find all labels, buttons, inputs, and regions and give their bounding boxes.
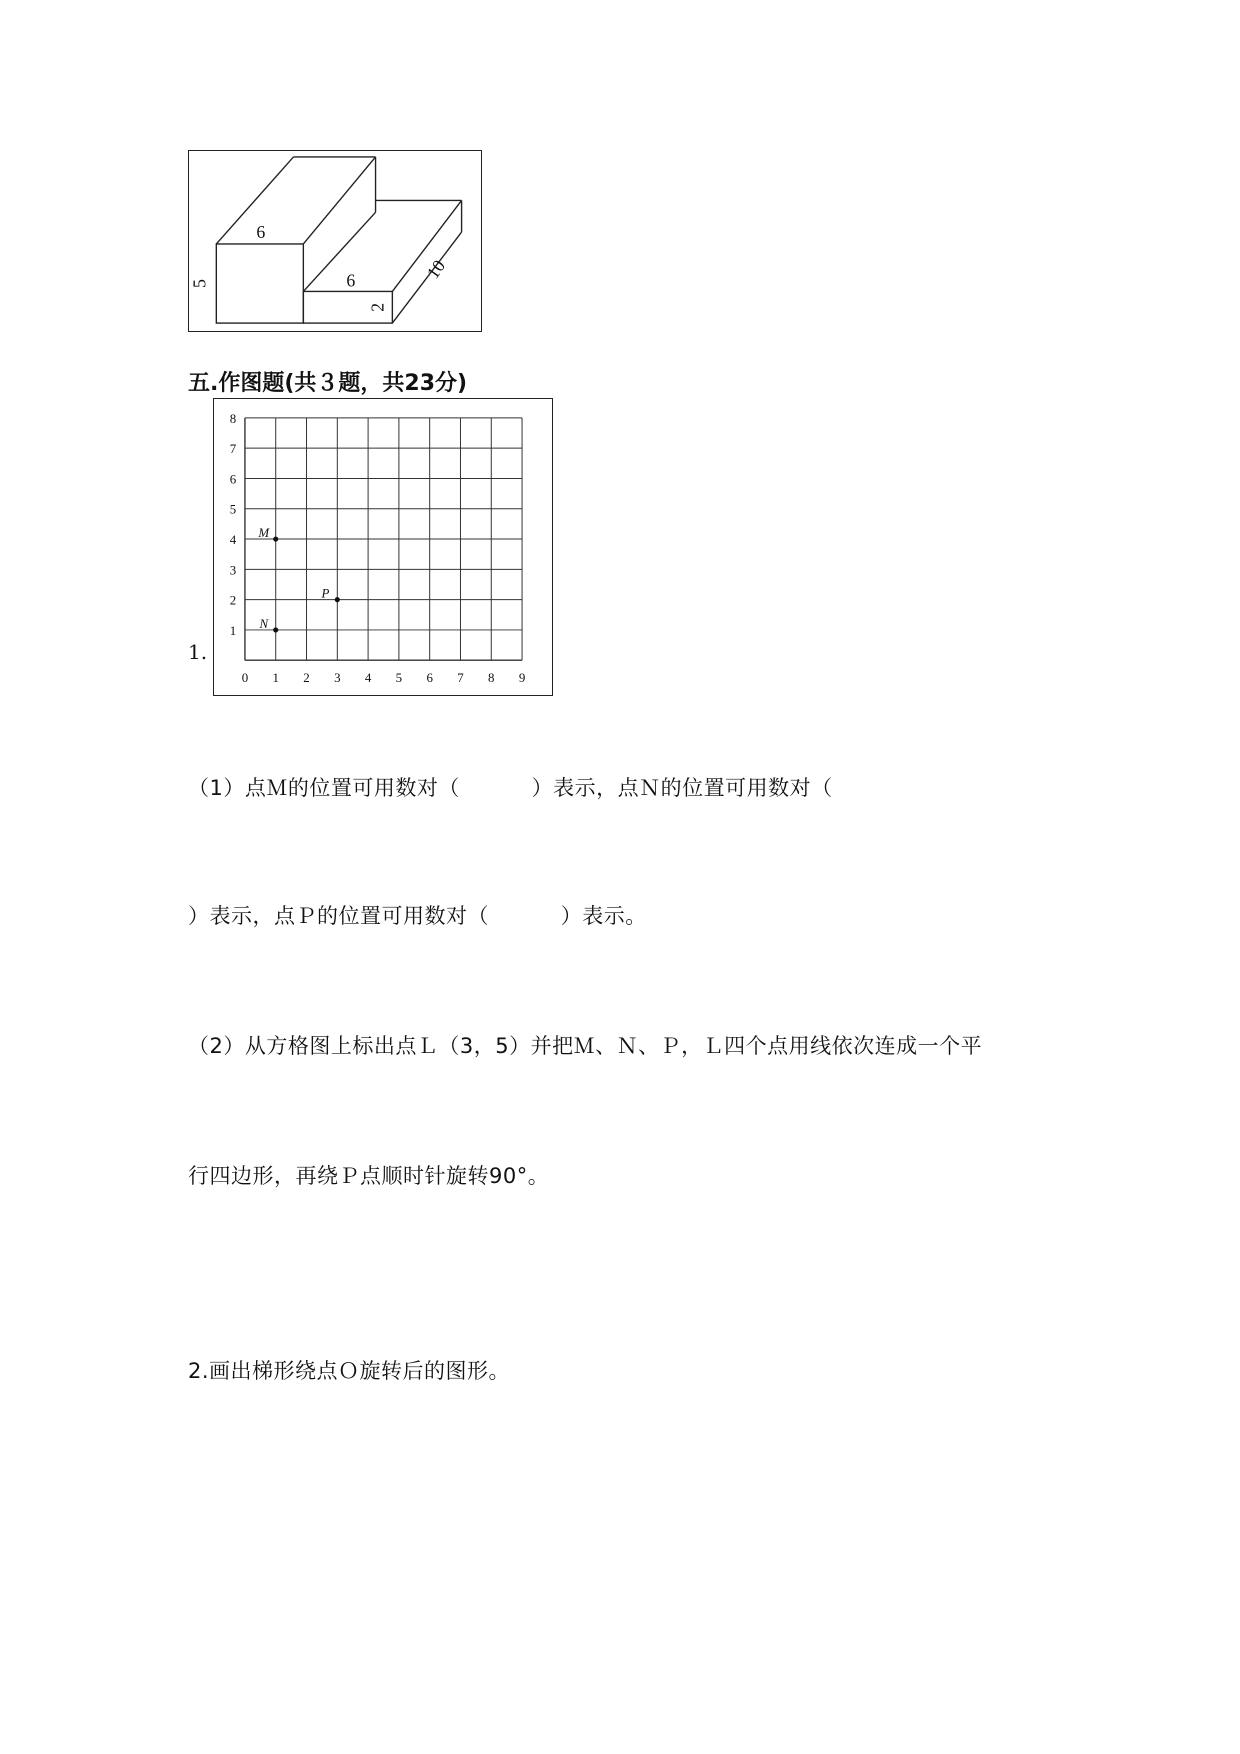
point-m [273, 536, 278, 541]
label-step-width: 6 [346, 270, 356, 291]
x-tick-label: 4 [364, 670, 372, 686]
point-n [273, 627, 278, 632]
x-tick-label: 9 [518, 670, 526, 686]
x-tick-label: 3 [334, 670, 341, 686]
x-tick-label: 5 [395, 670, 403, 686]
question-2-text: 2.画出梯形绕点Ｏ旋转后的图形。 [188, 1359, 511, 1383]
y-tick-label: 4 [229, 532, 237, 548]
q1-part2-line1: （2）从方格图上标出点Ｌ（3，5）并把Ｍ、Ｎ、Ｐ，Ｌ四个点用线依次连成一个平 [188, 1034, 983, 1058]
x-tick-label: 8 [488, 670, 495, 686]
x-tick-label: 7 [457, 670, 464, 686]
point-label-p: P [321, 585, 330, 601]
coordinate-grid-figure [213, 398, 553, 696]
point-p [335, 597, 340, 602]
q1-part1-line2: ）表示，点Ｐ的位置可用数对（ ）表示。 [188, 904, 647, 928]
label-step-height: 2 [367, 302, 388, 312]
composite-solid-diagram [189, 151, 481, 331]
point-label-n: N [259, 615, 269, 631]
q1-part1-line1: （1）点Ｍ的位置可用数对（ ）表示，点Ｎ的位置可用数对（ [188, 776, 833, 800]
coordinate-grid [214, 399, 552, 695]
question-1-number: 1. [188, 640, 208, 664]
composite-solid-figure [188, 150, 482, 332]
y-tick-label: 6 [229, 471, 237, 487]
y-tick-label: 5 [229, 501, 237, 517]
label-top-width: 6 [256, 222, 266, 243]
q1-part2-line2: 行四边形，再绕Ｐ点顺时针旋转90°。 [188, 1164, 550, 1188]
label-left-height: 5 [189, 279, 210, 288]
section-title: 五.作图题(共３题，共23分) [188, 371, 468, 396]
x-tick-label: 0 [241, 670, 249, 686]
x-tick-label: 2 [303, 670, 310, 686]
y-tick-label: 1 [229, 622, 237, 638]
y-tick-label: 8 [229, 410, 237, 426]
y-tick-label: 3 [229, 562, 237, 578]
x-tick-label: 6 [426, 670, 433, 686]
x-tick-label: 1 [272, 670, 279, 686]
y-tick-label: 7 [229, 441, 237, 457]
point-label-m: M [258, 525, 270, 541]
label-depth: 10 [422, 256, 450, 283]
y-tick-label: 2 [229, 592, 237, 608]
